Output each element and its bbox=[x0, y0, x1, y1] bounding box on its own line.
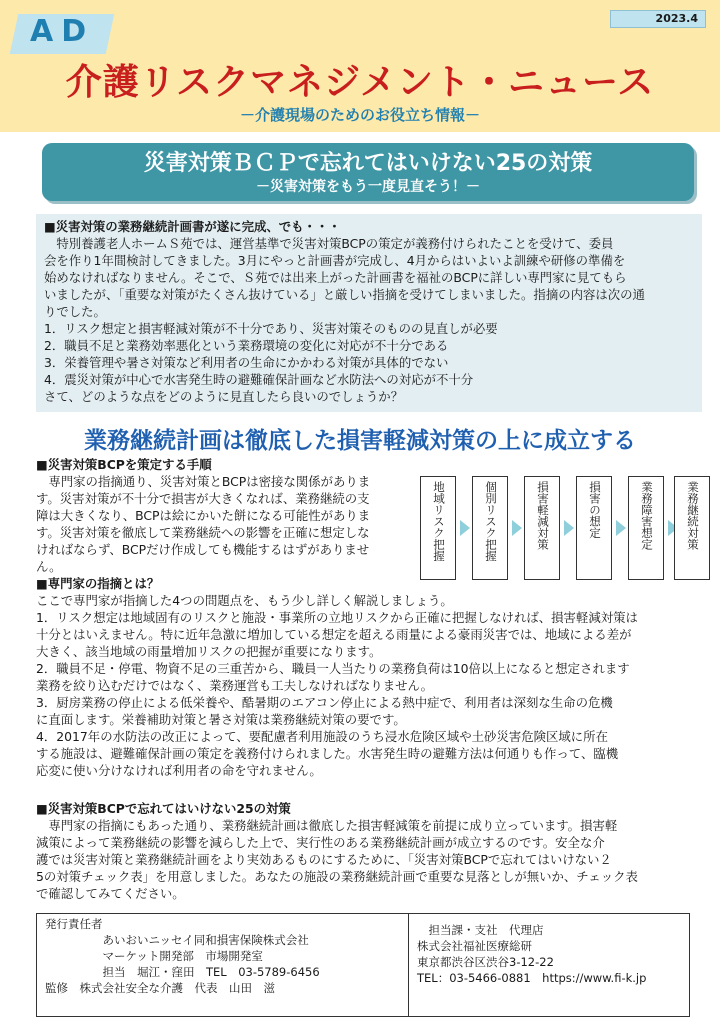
bcp-flow-diagram bbox=[420, 476, 710, 580]
feature-subtitle: －災害対策をもう一度見直そう！－ bbox=[256, 179, 480, 195]
expert-line: 十分とはいえません。特に近年急激に増加している想定を超える雨量による豪雨災害では、地域による差が bbox=[36, 627, 632, 642]
agency-line: 東京都渋谷区渋谷3-12-22 bbox=[417, 955, 554, 969]
flow-step bbox=[576, 476, 612, 580]
expert-line: 1．リスク想定は地域固有のリスクと施設・事業所の立地リスクから正確に把握しなければ、損害軽減対策は bbox=[36, 610, 638, 625]
bcp-line: 専門家の指摘通り、災害対策とBCPは密接な関係がありま bbox=[36, 474, 371, 489]
agency-info bbox=[417, 922, 646, 986]
bcp-heading: ■災害対策BCPを策定する手順 bbox=[36, 457, 212, 472]
intro-line: 始めなければなりません。そこで、Ｓ苑では出来上がった計画書を福祉のBCPに詳しい専門家に見てもら bbox=[44, 270, 627, 285]
expert-line: 2．職員不足・停電、物資不足の三重苦から、職員一人当たりの業務負荷は10倍以上になると想定されます bbox=[36, 661, 630, 676]
measures-section bbox=[36, 800, 706, 902]
expert-line: 4．2017年の水防法の改正によって、要配慮者利用施設のうち浸水危険区域や土砂災害危険区域に所在 bbox=[36, 729, 608, 744]
bcp-line: 障は大きくなり、BCPは絵にかいた餅になる可能性がありま bbox=[36, 508, 371, 523]
agency-line: 担当課・支社 代理店 bbox=[417, 923, 544, 937]
flow-step bbox=[472, 476, 508, 580]
flow-step-label: 業務継続対策 bbox=[686, 481, 700, 550]
expert-line: 3．厨房業務の停止による低栄養や、酷暑期のエアコン停止による熱中症で、利用者は深刻な生命の危機 bbox=[36, 695, 613, 710]
measures-line: で確認してみてください。 bbox=[36, 886, 185, 901]
intro-line: 3．栄養管理や暑さ対策など利用者の生命にかかわる対策が具体的でない bbox=[44, 355, 449, 370]
measures-line: 護では災害対策と業務継続計画をより実効あるものにするために、「災害対策BCPで忘れてはいけない２ bbox=[36, 852, 612, 867]
section-title: 業務継続計画は徹底した損害軽減対策の上に成立する bbox=[84, 428, 636, 454]
flow-step-label: 個別リスク把握 bbox=[484, 481, 498, 562]
publisher-line: あいおいニッセイ同和損害保険株式会社 bbox=[45, 933, 309, 947]
bcp-line: す。災害対策が不十分で損害が大きくなれば、業務継続の支 bbox=[36, 491, 370, 506]
intro-line: 2．職員不足と業務効率悪化という業務環境の変化に対応が不十分である bbox=[44, 338, 449, 353]
flow-arrow-icon bbox=[512, 520, 522, 536]
measures-line: 減策によって業務継続の影響を減らした上で、実行性のある業務継続計画が成立するのです。安全な介 bbox=[36, 835, 605, 850]
bcp-procedure-section bbox=[36, 456, 416, 575]
intro-line: いましたが、「重要な対策がたくさん抜けている」と厳しい指摘を受けてしまいました。指摘の内容は次の通 bbox=[44, 287, 645, 302]
expert-line: 業務を絞り込むだけではなく、業務運営も工夫しなければなりません。 bbox=[36, 678, 433, 693]
flow-arrow-icon bbox=[616, 520, 626, 536]
expert-line: する施設は、避難確保計画の策定を義務付けられました。水害発生時の避難方法は何通りも作って、臨機 bbox=[36, 746, 619, 761]
intro-heading: ■災害対策の業務継続計画書が遂に完成、でも・・・ bbox=[44, 219, 341, 234]
measures-heading: ■災害対策BCPで忘れてはいけない25の対策 bbox=[36, 801, 291, 816]
expert-line: 大きく、該当地域の雨量増加リスクの把握が重要になります。 bbox=[36, 644, 382, 659]
flow-step-label: 地域リスク把握 bbox=[432, 481, 446, 562]
bcp-line: ん。 bbox=[36, 559, 62, 574]
flow-arrow-icon bbox=[460, 520, 470, 536]
footer-box bbox=[36, 913, 690, 1017]
flow-step-label: 損害軽減対策 bbox=[536, 481, 550, 550]
measures-line: 5の対策チェック表」を用意しました。あなたの施設の業務継続計画で重要な見落としが無いか、チェック表 bbox=[36, 869, 638, 884]
intro-line: 特別養護老人ホームＳ苑では、運営基準で災害対策BCPの策定が義務付けられたことを受けて、委員 bbox=[44, 236, 614, 251]
measures-line: 専門家の指摘にもあった通り、業務継続計画は徹底した損害軽減策を前提に成り立っています。損害軽 bbox=[36, 818, 618, 833]
flow-arrow-icon bbox=[564, 520, 574, 536]
publisher-line: 発行責任者 bbox=[45, 917, 103, 931]
intro-line: 1．リスク想定と損害軽減対策が不十分であり、災害対策そのものの見直しが必要 bbox=[44, 321, 498, 336]
expert-line: 応変に使い分けなければ利用者の命を守れません。 bbox=[36, 763, 322, 778]
publisher-line: マーケット開発部 市場開発室 bbox=[45, 949, 263, 963]
flow-step-label: 損害の想定 bbox=[588, 481, 602, 539]
flow-step bbox=[420, 476, 456, 580]
expert-line: ここで専門家が指摘した4つの問題点を、もう少し詳しく解説しましょう。 bbox=[36, 593, 453, 608]
ad-label: AD bbox=[30, 14, 95, 49]
flow-step-label: 業務障害想定 bbox=[640, 481, 654, 550]
intro-line: 4．震災対策が中心で水害発生時の避難確保計画など水防法への対応が不十分 bbox=[44, 372, 474, 387]
flow-step bbox=[674, 476, 710, 580]
flow-step bbox=[628, 476, 664, 580]
bcp-line: ければならず、BCPだけ作成しても機能するはずがありませ bbox=[36, 542, 370, 557]
agency-line: TEL：03-5466-0881 https://www.fi-k.jp bbox=[417, 971, 647, 985]
expert-heading: ■専門家の指摘とは？ bbox=[36, 576, 160, 591]
footer-divider bbox=[408, 914, 409, 1016]
newsletter-title: 介護リスクマネジメント・ニュース bbox=[65, 62, 655, 103]
agency-line: 株式会社福祉医療総研 bbox=[417, 939, 532, 953]
newsletter-subtitle: －介護現場のためのお役立ち情報－ bbox=[239, 106, 480, 124]
intro-box bbox=[36, 214, 702, 412]
intro-line: さて、どのような点をどのように見直したら良いのでしょうか？ bbox=[44, 389, 404, 404]
bcp-line: す。災害対策を徹底して業務継続への影響を正確に想定しな bbox=[36, 525, 370, 540]
publisher-line: 監修 株式会社安全な介護 代表 山田 滋 bbox=[45, 981, 275, 995]
intro-line: りでした。 bbox=[44, 304, 106, 319]
publisher-info bbox=[45, 916, 320, 996]
expert-line: に直面します。栄養補助対策と暑さ対策は業務継続対策の要です。 bbox=[36, 712, 406, 727]
intro-line: 会を作り1年間検討してきました。3月にやっと計画書が完成し、4月からはいよいよ訓練や研修の準備を bbox=[44, 253, 626, 268]
expert-section bbox=[36, 575, 706, 779]
flow-step bbox=[524, 476, 560, 580]
feature-title: 災害対策ＢＣＰで忘れてはいけない25の対策 bbox=[143, 151, 593, 176]
issue-date: 2023.4 bbox=[655, 12, 698, 25]
publisher-line: 担当 堀江・窪田 TEL 03-5789-6456 bbox=[45, 965, 320, 979]
